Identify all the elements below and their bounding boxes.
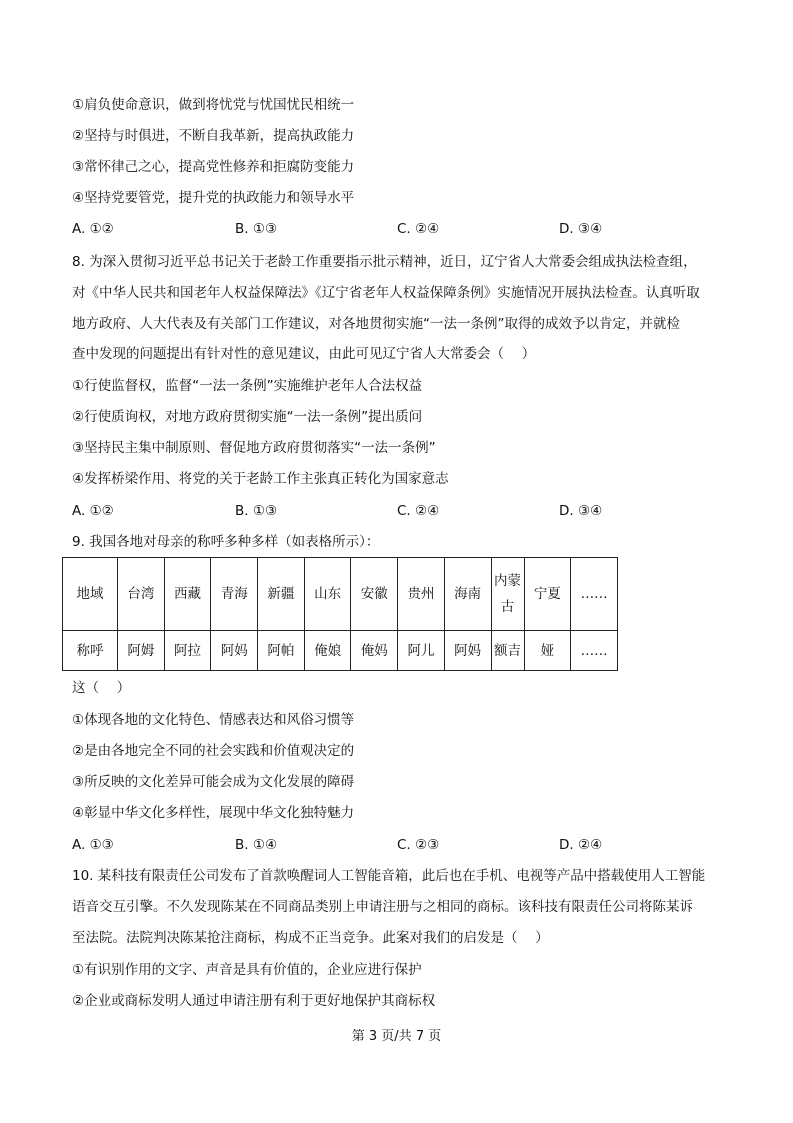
q10-stem-line-1: 10. 某科技有限责任公司发布了首款唤醒词人工智能音箱，此后也在手机、电视等产品中搭载使用人工智能 bbox=[72, 868, 706, 884]
q8-choice-b[interactable]: B. ①③ bbox=[235, 503, 278, 519]
q9-option-2: ②是由各地完全不同的社会实践和价值观决定的 bbox=[72, 743, 355, 759]
mother-address-table bbox=[62, 557, 618, 671]
q8-choice-d[interactable]: D. ③④ bbox=[559, 503, 603, 519]
table-cell: 西藏 bbox=[164, 558, 211, 631]
q9-choice-d[interactable]: D. ②④ bbox=[559, 837, 603, 853]
table-cell: …… bbox=[571, 631, 618, 671]
q9-choice-a[interactable]: A. ①③ bbox=[72, 837, 114, 853]
q9-option-1: ①体现各地的文化特色、情感表达和风俗习惯等 bbox=[72, 712, 355, 728]
q9-stem: 9. 我国各地对母亲的称呼多种多样（如表格所示）： bbox=[72, 534, 380, 550]
q7-choice-c[interactable]: C. ②④ bbox=[397, 221, 440, 237]
q8-stem-line-2: 对《中华人民共和国老年人权益保障法》《辽宁省老年人权益保障条例》实施情况开展执法检查。认真听取 bbox=[72, 285, 700, 301]
table-header-region: 地域 bbox=[63, 558, 118, 631]
q7-option-3: ③常怀律己之心，提高党性修养和拒腐防变能力 bbox=[72, 159, 355, 175]
table-cell: 俺娘 bbox=[304, 631, 351, 671]
q8-option-1: ①行使监督权，监督“一法一条例”实施维护老年人合法权益 bbox=[72, 378, 423, 394]
table-cell: …… bbox=[571, 558, 618, 631]
table-cell: 阿妈 bbox=[444, 631, 491, 671]
table-header-name: 称呼 bbox=[63, 631, 118, 671]
table-cell: 额吉 bbox=[491, 631, 524, 671]
table-row-names bbox=[63, 631, 618, 671]
q9-after-table: 这（ ） bbox=[72, 680, 131, 696]
q9-choice-b[interactable]: B. ①④ bbox=[235, 837, 278, 853]
table-cell: 娅 bbox=[524, 631, 571, 671]
table-cell: 宁夏 bbox=[524, 558, 571, 631]
q8-option-4: ④发挥桥梁作用、将党的关于老龄工作主张真正转化为国家意志 bbox=[72, 471, 449, 487]
q8-choice-a[interactable]: A. ①② bbox=[72, 503, 114, 519]
table-cell: 山东 bbox=[304, 558, 351, 631]
q8-choice-c[interactable]: C. ②④ bbox=[397, 503, 440, 519]
q10-stem-line-3: 至法院。法院判决陈某抢注商标，构成不正当竞争。此案对我们的启发是（ ） bbox=[72, 930, 549, 946]
q8-stem-line-1: 8. 为深入贯彻习近平总书记关于老龄工作重要指示批示精神，近日，辽宁省人大常委会组成执法检查组， bbox=[72, 254, 697, 270]
table-cell: 新疆 bbox=[258, 558, 305, 631]
table-cell: 内蒙古 bbox=[491, 558, 524, 631]
table-cell: 海南 bbox=[444, 558, 491, 631]
q10-stem-line-2: 语音交互引擎。不久发现陈某在不同商品类别上申请注册与之相同的商标。该科技有限责任公司将陈某诉 bbox=[72, 899, 693, 915]
q9-choices bbox=[72, 836, 722, 854]
q8-stem-line-3: 地方政府、人大代表及有关部门工作建议，对各地贯彻实施“一法一条例”取得的成效予以肯定，并就检 bbox=[72, 316, 680, 332]
q7-choice-b[interactable]: B. ①③ bbox=[235, 221, 278, 237]
q9-option-3: ③所反映的文化差异可能会成为文化发展的障碍 bbox=[72, 774, 355, 790]
table-cell: 阿拉 bbox=[164, 631, 211, 671]
q7-choice-d[interactable]: D. ③④ bbox=[559, 221, 603, 237]
table-cell: 阿帕 bbox=[258, 631, 305, 671]
q8-option-2: ②行使质询权，对地方政府贯彻实施“一法一条例”提出质问 bbox=[72, 409, 423, 425]
page-footer: 第 3 页/共 7 页 bbox=[351, 1029, 442, 1044]
table-row-regions bbox=[63, 558, 618, 631]
q7-option-2: ②坚持与时俱进，不断自我革新，提高执政能力 bbox=[72, 128, 355, 144]
q8-option-3: ③坚持民主集中制原则、督促地方政府贯彻落实“一法一条例” bbox=[72, 440, 436, 456]
table-cell: 俺妈 bbox=[351, 631, 398, 671]
q8-stem-line-4: 查中发现的问题提出有针对性的意见建议，由此可见辽宁省人大常委会（ ） bbox=[72, 346, 536, 362]
table-cell: 阿妈 bbox=[211, 631, 258, 671]
table-cell: 安徽 bbox=[351, 558, 398, 631]
q10-option-1: ①有识别作用的文字、声音是具有价值的，企业应进行保护 bbox=[72, 962, 422, 978]
q7-option-1: ①肩负使命意识，做到将忧党与忧国忧民相统一 bbox=[72, 97, 355, 113]
table-cell: 阿儿 bbox=[398, 631, 445, 671]
q9-choice-c[interactable]: C. ②③ bbox=[397, 837, 440, 853]
q7-choice-a[interactable]: A. ①② bbox=[72, 221, 114, 237]
q7-option-4: ④坚持党要管党，提升党的执政能力和领导水平 bbox=[72, 190, 355, 206]
table-cell: 阿姆 bbox=[118, 631, 165, 671]
q8-choices bbox=[72, 502, 722, 520]
table-cell: 青海 bbox=[211, 558, 258, 631]
q9-option-4: ④彰显中华文化多样性，展现中华文化独特魅力 bbox=[72, 805, 355, 821]
table-cell: 台湾 bbox=[118, 558, 165, 631]
q10-option-2: ②企业或商标发明人通过申请注册有利于更好地保护其商标权 bbox=[72, 993, 436, 1009]
table-cell: 贵州 bbox=[398, 558, 445, 631]
q7-choices bbox=[72, 220, 722, 238]
